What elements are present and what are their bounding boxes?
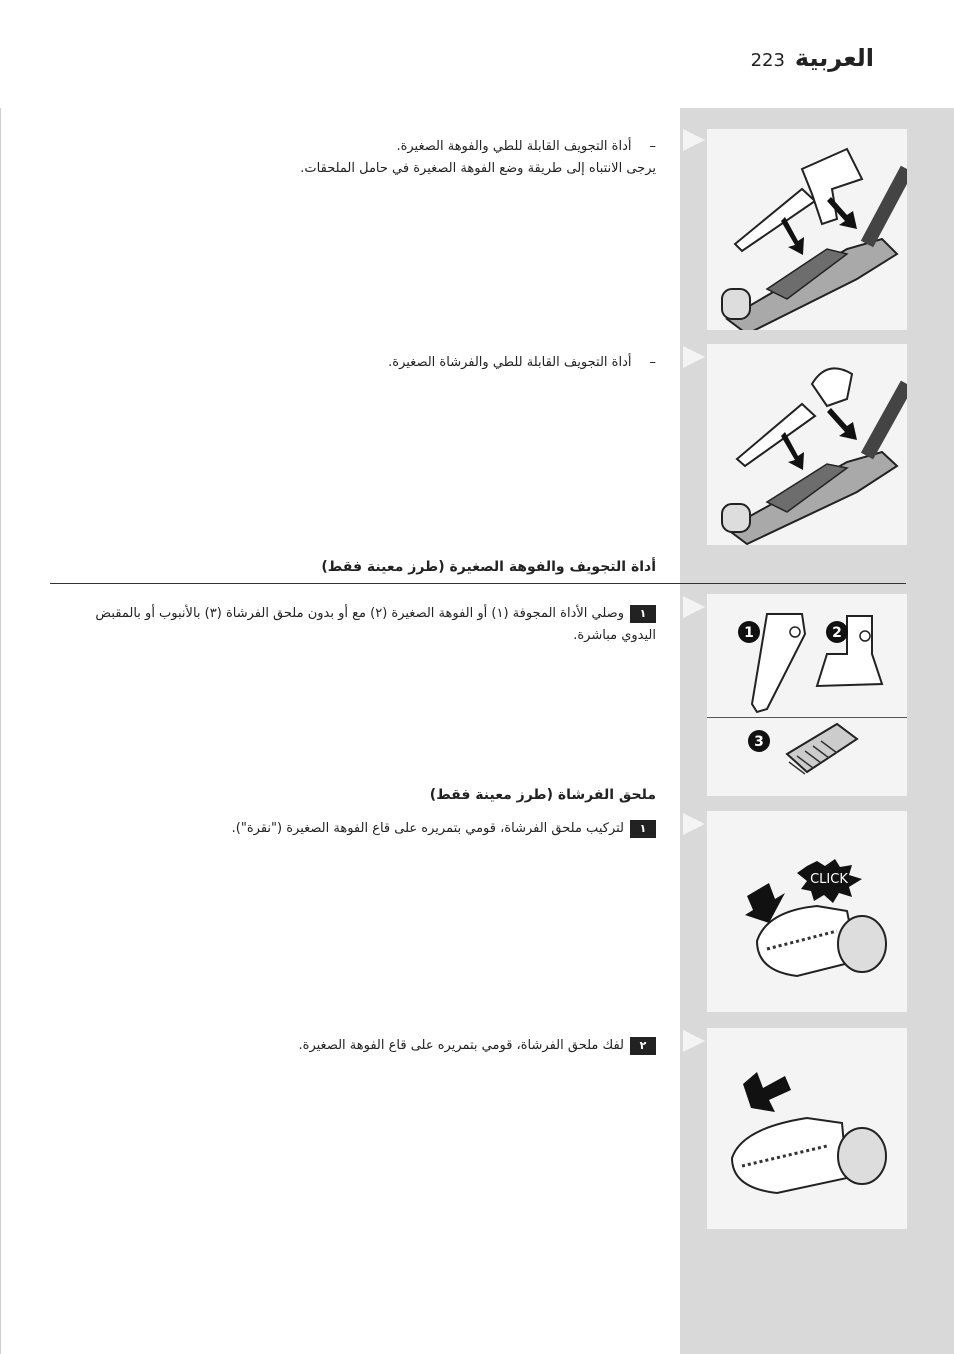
illustration-divider <box>707 717 907 718</box>
step-text: وصلي الأداة المجوفة (١) أو الفوهة الصغيرة (٢) مع أو بدون ملحق الفرشاة (٣) بالأنبوب أو بالمقبض اليدوي مباشرة. <box>95 606 656 643</box>
step-crevice-1 <box>71 603 656 647</box>
pointer-arrow <box>683 813 705 835</box>
pointer-arrow <box>683 596 705 618</box>
part-label-1: 1 <box>744 625 754 641</box>
step-text: لتركيب ملحق الفرشاة، قومي بتمريره على قاع الفوهة الصغيرة ("نقرة"). <box>231 821 624 836</box>
page-header <box>751 44 874 72</box>
list-dash: – <box>649 355 656 370</box>
part-label-3: 3 <box>754 734 764 750</box>
step-brush-1 <box>232 818 656 840</box>
section-heading-brush: ملحق الفرشاة (طرز معينة فقط) <box>429 787 656 803</box>
page-number: 223 <box>750 50 785 71</box>
pointer-arrow <box>683 129 705 151</box>
pointer-arrow <box>683 1030 705 1052</box>
language-title: العربية <box>794 44 874 72</box>
item-crevice-brush <box>388 352 656 374</box>
item-text: أداة التجويف القابلة للطي والفوهة الصغيرة. <box>396 139 632 154</box>
illustration-attach-brush <box>707 811 907 1012</box>
illustration-parts <box>707 594 907 796</box>
illustration-accessory-holder-brush <box>707 344 907 545</box>
pointer-arrow <box>683 346 705 368</box>
illustration-detach-brush <box>707 1028 907 1229</box>
step-number: ٢ <box>630 1037 656 1055</box>
item-text: أداة التجويف القابلة للطي والفرشاة الصغيرة. <box>388 355 632 370</box>
illustration-accessory-holder-nozzle <box>707 129 907 330</box>
item-crevice-nozzle <box>300 136 656 180</box>
list-dash: – <box>649 139 656 154</box>
click-label: CLICK <box>810 872 848 887</box>
item-note: يرجى الانتباه إلى طريقة وضع الفوهة الصغيرة في حامل الملحقات. <box>300 161 656 176</box>
step-brush-2 <box>299 1035 656 1057</box>
part-label-2: 2 <box>832 625 842 641</box>
section-heading-crevice: أداة التجويف والفوهة الصغيرة (طرز معينة فقط) <box>321 559 656 575</box>
section-divider <box>50 583 906 584</box>
step-number: ١ <box>630 605 656 623</box>
step-number: ١ <box>630 820 656 838</box>
step-text: لفك ملحق الفرشاة، قومي بتمريره على قاع الفوهة الصغيرة. <box>298 1038 624 1053</box>
left-margin-line <box>0 108 1 1354</box>
